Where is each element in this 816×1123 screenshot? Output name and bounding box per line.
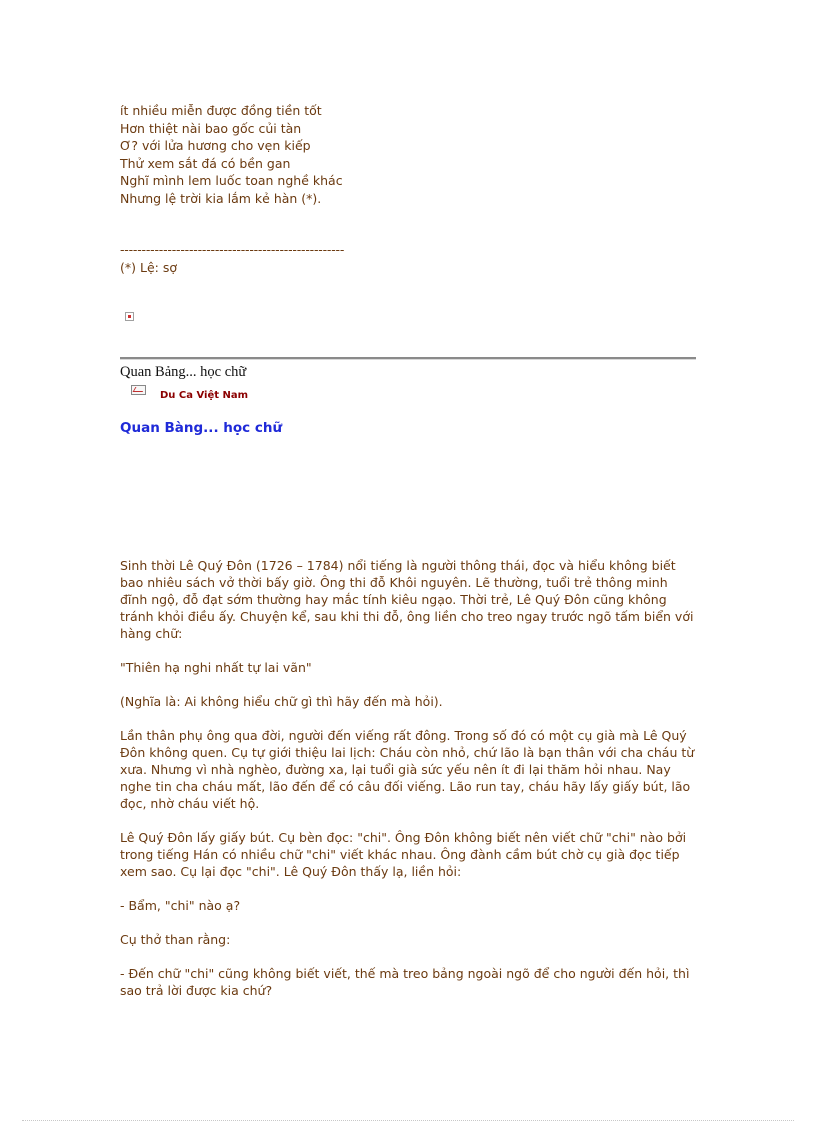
- dash-separator: ----------------------------------------------------: [120, 242, 345, 257]
- page-bottom-border: [22, 1120, 794, 1121]
- source-label[interactable]: Du Ca Việt Nam: [160, 390, 249, 401]
- poem-line: ít nhiều miễn được đồng tiền tốt: [120, 103, 322, 118]
- footnote: (*) Lệ: sợ: [120, 260, 177, 275]
- article-body: [120, 557, 695, 999]
- paragraph: - Bẩm, "chi" nào ạ?: [120, 898, 241, 913]
- paragraph: - Đến chữ "chi" cũng không biết viết, thế mà treo bảng ngoài ngõ để cho người đến hỏi, thì sao trả lời được kia chứ?: [120, 966, 690, 998]
- poem-line: Ơ? với lửa hương cho vẹn kiếp: [120, 138, 311, 153]
- document-page: [120, 102, 700, 1016]
- broken-image-icon: [125, 312, 134, 321]
- paragraph: "Thiên hạ nghi nhất tự lai vãn": [120, 660, 312, 675]
- article-heading: Quan Bàng... học chữ: [120, 420, 283, 436]
- poem-line: Thử xem sắt đá có bền gan: [120, 155, 291, 171]
- horizontal-rule: [120, 357, 696, 360]
- paragraph: (Nghĩa là: Ai không hiểu chữ gì thì hãy đến mà hỏi).: [120, 694, 443, 709]
- paragraph: Lê Quý Đôn lấy giấy bút. Cụ bèn đọc: "chi". Ông Đôn không biết nên viết chữ "chi" nào bởi trong tiếng Hán có nhiều chữ "chi" viết khác nhau. Ông đành cầm bút chờ cụ già đọc tiếp xem sao. Cụ lại đọc "chi". Lê Quý Đôn thấy lạ, liền hỏi:: [120, 830, 687, 879]
- paragraph: Cụ thở than rằng:: [120, 932, 231, 947]
- poem-block: [120, 102, 700, 207]
- poem-line: Hơn thiệt nài bao gốc củi tàn: [120, 120, 302, 136]
- envelope-icon[interactable]: [131, 385, 146, 395]
- poem-line: Nhưng lệ trời kia lắm kẻ hàn (*).: [120, 190, 322, 206]
- paragraph: Lần thân phụ ông qua đời, người đến viếng rất đông. Trong số đó có một cụ già mà Lê Quý Đôn không quen. Cụ tự giới thiệu lai lịch: Cháu còn nhỏ, chứ lão là bạn thân với cha cháu từ xưa. Nhưng vì nhà nghèo, đường xa, lại tuổi già sức yếu nên ít đi lại thăm hỏi nhau. Nay nghe tin cha cháu mất, lão đến để có câu đối viếng. Lão run tay, cháu hãy lấy giấy bút, lão đọc, nhờ cháu viết hộ.: [120, 728, 695, 811]
- poem-line: Nghĩ mình lem luốc toan nghề khác: [120, 173, 343, 188]
- source-row: [131, 385, 700, 402]
- paragraph: Sinh thời Lê Quý Đôn (1726 – 1784) nổi tiếng là người thông thái, đọc và hiểu không biết bao nhiêu sách vở thời bấy giờ. Ông thi đỗ Khôi nguyên. Lẽ thường, tuổi trẻ thông minh đĩnh ngộ, đỗ đạt sớm thường hay mắc tính kiêu ngạo. Thời trẻ, Lê Quý Đôn cũng không tránh khỏi điều ấy. Chuyện kể, sau khi thi đỗ, ông liền cho treo ngay trước ngõ tấm biển với hàng chữ:: [120, 558, 694, 641]
- article-title: Quan Bảng... học chữ: [120, 364, 247, 380]
